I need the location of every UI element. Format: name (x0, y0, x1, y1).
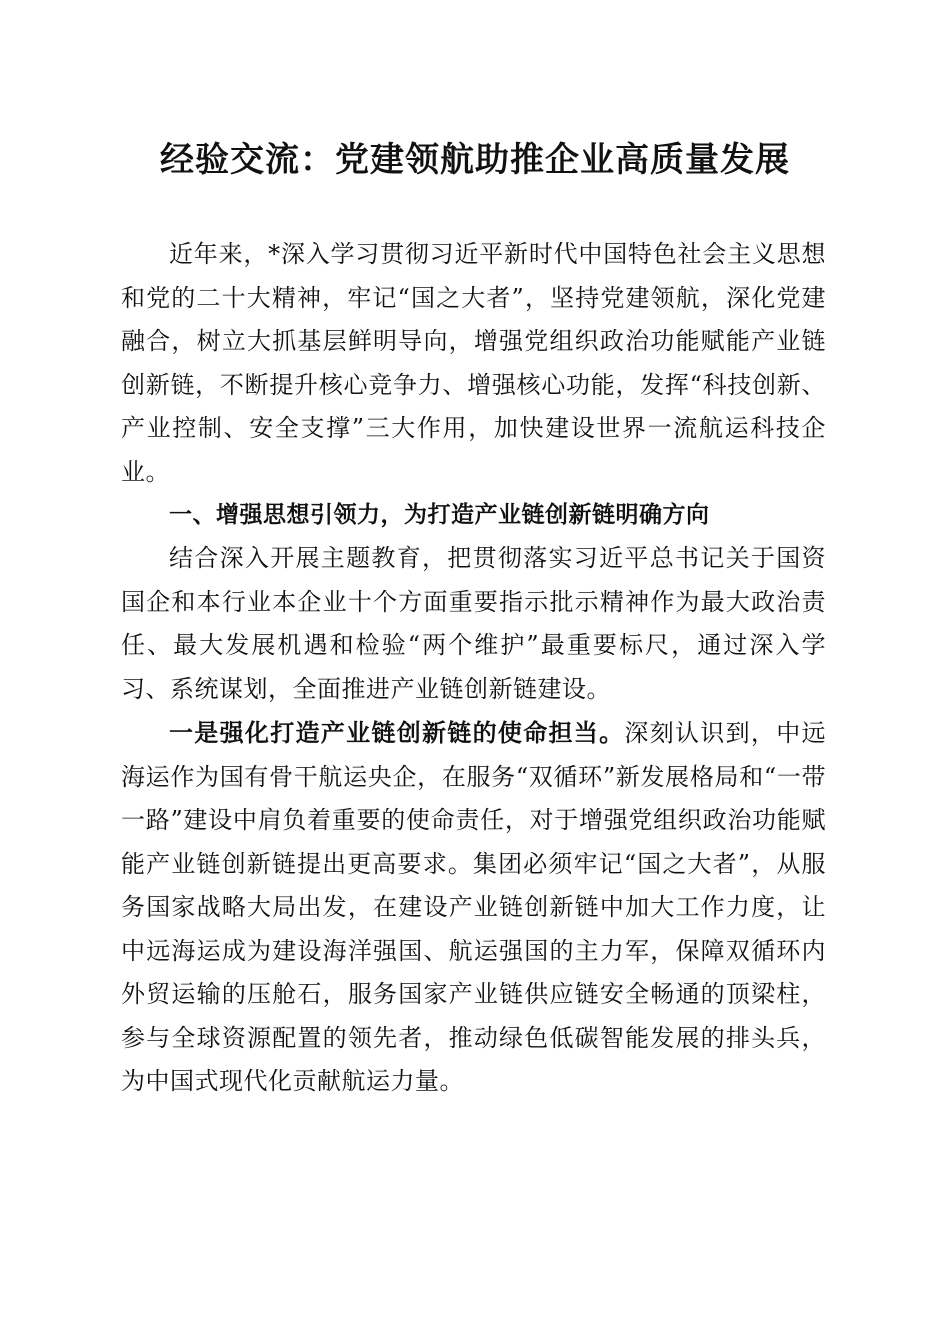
intro-paragraph: 近年来，*深入学习贯彻习近平新时代中国特色社会主义思想和党的二十大精神，牢记“国之大者”，坚持党建领航，深化党建融合，树立大抓基层鲜明导向，增强党组织政治功能赋能产业链创新链，不断提升核心竞争力、增强核心功能，发挥“科技创新、产业控制、安全支撑”三大作用，加快建设世界一流航运科技企业。 (121, 240, 826, 486)
point-1-paragraph (121, 711, 826, 1104)
point-1-lead: 一是强化打造产业链创新链的使命担当。 (169, 718, 625, 747)
point-1-body: 深刻认识到，中远海运作为国有骨干航运央企，在服务“双循环”新发展格局和“一带一路”建设中肩负着重要的使命责任，对于增强党组织政治功能赋能产业链创新链提出更高要求。集团必须牢记“国之大者”，从服务国家战略大局出发，在建设产业链创新链中加大工作力度，让中远海运成为建设海洋强国、航运强国的主力军，保障双循环内外贸运输的压舱石，服务国家产业链供应链安全畅通的顶梁柱，参与全球资源配置的领先者，推动绿色低碳智能发展的排头兵，为中国式现代化贡献航运力量。 (121, 719, 827, 1095)
section-1-paragraph: 结合深入开展主题教育，把贯彻落实习近平总书记关于国资国企和本行业本企业十个方面重要指示批示精神作为最大政治责任、最大发展机遇和检验“两个维护”最重要标尺，通过深入学习、系统谋划，全面推进产业链创新链建设。 (121, 544, 826, 703)
section-heading-1: 一、增强思想引领力，为打造产业链创新链明确方向 (169, 502, 710, 528)
document-body (121, 233, 826, 1104)
document-title: 经验交流：党建领航助推企业高质量发展 (160, 140, 790, 180)
